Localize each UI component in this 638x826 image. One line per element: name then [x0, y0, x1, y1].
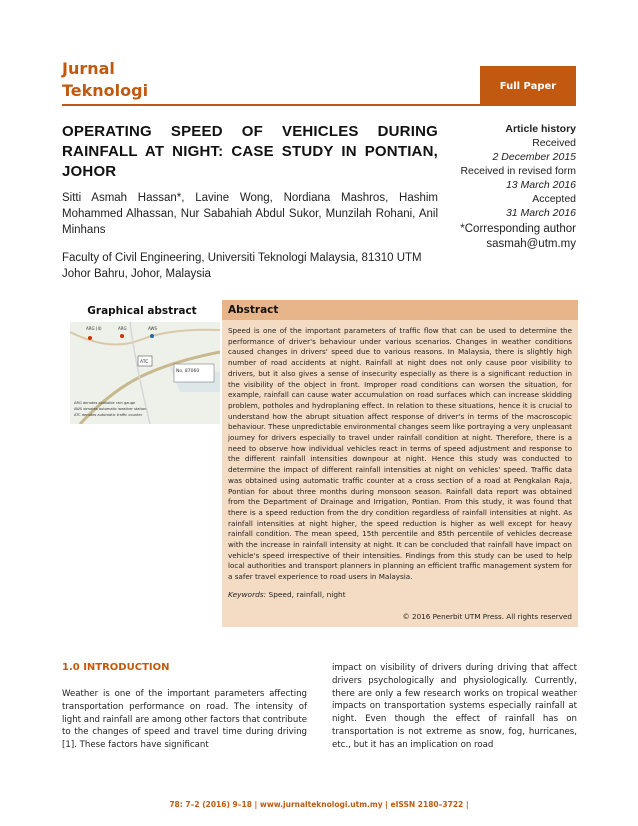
affiliation: Faculty of Civil Engineering, Universiti Teknologi Malaysia, 81310 UTM Johor Bahru, Johor, Malaysia: [62, 252, 422, 280]
article-history-heading: Article history: [505, 123, 576, 135]
graphical-abstract-heading: Graphical abstract: [87, 305, 197, 317]
map-legend-1: ARG denotes available rain gauge: [74, 401, 136, 405]
keywords: [228, 590, 572, 599]
abstract-heading: Abstract: [228, 304, 279, 316]
map-label-aws: AWS: [148, 326, 158, 331]
author-list: Sitti Asmah Hassan*, Lavine Wong, Nordiana Mashros, Hashim Mohammed Alhassan, Nur Sabahiah Abdul Sukor, Munzilah Rohani, Anil Minhans: [62, 192, 438, 236]
accepted-label: Accepted: [532, 193, 576, 205]
map-legend-2: AWS denotes automatic weather station: [74, 407, 147, 411]
corresponding-author: [420, 222, 576, 252]
corresponding-author-label: *Corresponding author: [460, 223, 576, 235]
received-label: Received: [532, 137, 576, 149]
accepted-date: 31 March 2016: [505, 207, 576, 219]
introduction-left-column: Weather is one of the important parameters affecting transportation performance on road. The intensity of light and rainfall are among other factors that contribute to the changes of speed and travel time during driving [1]. These factors have significant: [62, 689, 307, 751]
introduction-heading: 1.0 INTRODUCTION: [62, 662, 170, 673]
rain-gauge-marker: [88, 336, 92, 340]
revised-date: 13 March 2016: [505, 179, 576, 191]
map-label-arg-1: ARG (4): [86, 326, 102, 331]
revised-label: Received in revised form: [460, 165, 576, 177]
keywords-label: Keywords:: [228, 590, 267, 599]
journal-name-line2: Teknologi: [62, 81, 149, 100]
introduction-right-column: impact on visibility of drivers during driving that affect drivers psychologically and physiologically. Currently, there are only a few research works on tropical weather impacts on transportation systems especially rainfall at night. Even though the effect of rainfall has on transportation is not extreme as snow, fog, hurricanes, etc., but it has an implication on road: [332, 663, 577, 750]
abstract-body: Speed is one of the important parameters of traffic flow that can be used to determine the performance of driver's behaviour under various scenarios. Changes in weather conditions caused changes in drivers' speed due to various reasons. In Malaysia, there is slightly high number of road accidents at night. Rainfall at night does not only cause poor visibility to drivers, but it also gives a sense of insecurity especially as there is a significant reduction in the visibility of the object in front. Improper road conditions can worsen the situation, for example, rainfall can cause water accumulation on road surfaces which can increase skidding problem, potholes and hydroplaning effect. In relation to these situations, hence it is crucial to understand how the abrupt situation affect response of driver's in terms of the macroscopic behaviour. These unpredictable environmental changes seem like portraying a very unpleasant journey for drivers especially to travel under rainfall condition at night. Therefore, there is a need to observe how individual vehicles react in terms of speed adjustment and response to the different rainfall intensities downpour at night. Hence this study was conducted to determine the impact of different rainfall intensities at night on vehicles' speed. Traffic data was obtained using automatic traffic counter at a cross section of a road at Pengkalan Raja, Pontian for about three months during monsoon season. Rainfall data report was obtained from the Department of Drainage and Irrigation, Pontian. From this study, it was found that there is a speed reduction from the dry condition regardless of rainfall intensities at night. As rainfall intensities at night higher, the speed reduction is higher as well except for heavy rainfall condition. The mean speed, 15th percentile and 85th percentile of vehicles decrease with the increase in rainfall intensity at night. It can be concluded that rainfall have impact on vehicle's speed irrespective of their intensities. Findings from this study can be used to help local authorities and transport planners in planning an efficient traffic management system for a safer travel experience to road users in Malaysia.: [228, 326, 572, 582]
journal-name-line1: Jurnal: [62, 59, 115, 78]
map-label-arg-2: ARG: [118, 326, 127, 331]
paper-title: OPERATING SPEED OF VEHICLES DURING RAINFALL AT NIGHT: CASE STUDY IN PONTIAN, JOHOR: [62, 123, 438, 180]
rain-gauge-marker: [120, 334, 124, 338]
weather-station-marker: [150, 334, 154, 338]
copyright-notice: © 2016 Penerbit UTM Press. All rights reserved: [402, 612, 572, 621]
map-legend-3: ATC denotes automatic traffic counter: [74, 413, 143, 417]
article-history: [440, 122, 576, 220]
graphical-abstract-map: [70, 322, 220, 424]
map-label-atc: ATC: [140, 360, 149, 365]
page-footer: 78: 7–2 (2016) 9–18 | www.jurnalteknologi.utm.my | eISSN 2180–3722 |: [169, 800, 469, 809]
journal-name: [62, 58, 148, 102]
map-scale-label: No. 87060: [176, 369, 200, 374]
keywords-list: Speed, rainfall, night: [268, 590, 346, 599]
full-paper-badge: Full Paper: [480, 66, 576, 106]
received-date: 2 December 2015: [492, 151, 576, 163]
corresponding-author-email[interactable]: sasmah@utm.my: [486, 238, 576, 250]
